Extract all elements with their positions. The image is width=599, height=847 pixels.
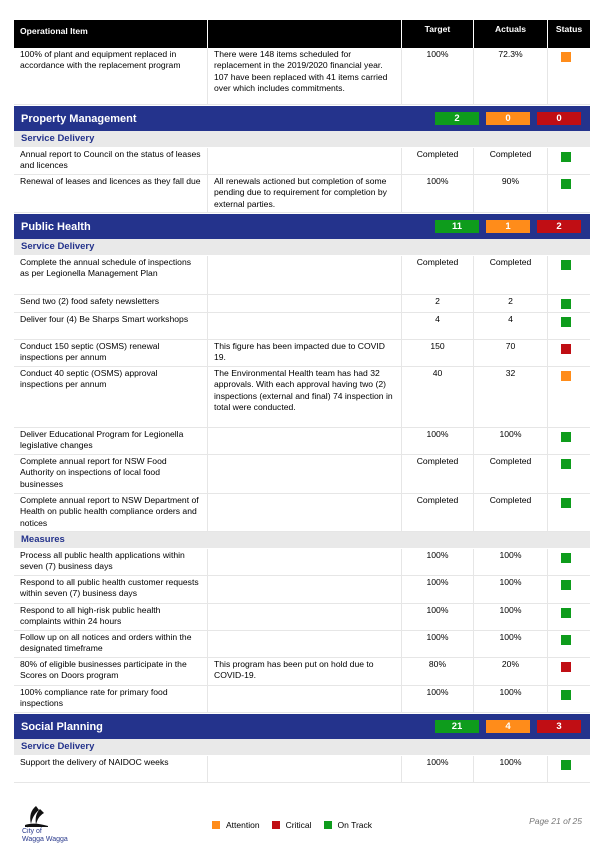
actual-cell: Completed: [474, 148, 548, 174]
status-cell: [548, 428, 590, 454]
target-cell: 40: [402, 367, 474, 427]
attention-count-badge: 0: [486, 112, 530, 125]
status-cell: [548, 686, 590, 712]
comment-cell: The Environmental Health team has had 32 approvals. With each approval having two (2) inspections (external and final) 74 inspection in total were conducted.: [208, 367, 402, 427]
operational-item-cell: Process all public health applications within seven (7) business days: [14, 549, 208, 575]
status-cell: [548, 340, 590, 366]
operational-item-cell: 100% compliance rate for primary food inspections: [14, 686, 208, 712]
actual-cell: 100%: [474, 686, 548, 712]
status-ontrack-indicator: [561, 580, 571, 590]
operational-item-cell: Deliver four (4) Be Sharps Smart workshops: [14, 313, 208, 339]
status-attention-indicator: [561, 371, 571, 381]
operational-item-cell: Send two (2) food safety newsletters: [14, 295, 208, 312]
status-cell: [548, 256, 590, 294]
target-cell: 100%: [402, 756, 474, 782]
section-header: [14, 214, 590, 239]
table-row: [14, 549, 590, 576]
actual-cell: 4: [474, 313, 548, 339]
comment-cell: This program has been put on hold due to COVID-19.: [208, 658, 402, 685]
status-critical-indicator: [561, 662, 571, 672]
logo-text-city-of: City of: [22, 828, 42, 835]
comment-cell: There were 148 items scheduled for replacement in the 2019/2020 financial year. 107 have been replaced with 41 items carried over which includes commitments.: [208, 48, 402, 104]
logo-text-wagga-wagga: Wagga Wagga: [22, 836, 68, 843]
comment-cell: [208, 756, 402, 782]
table-row: [14, 367, 590, 428]
operational-item-cell: Follow up on all notices and orders within the designated timeframe: [14, 631, 208, 657]
operational-item-cell: 100% of plant and equipment replaced in accordance with the replacement program: [14, 48, 208, 104]
actual-cell: Completed: [474, 455, 548, 493]
target-cell: 2: [402, 295, 474, 312]
operational-item-cell: Complete annual report for NSW Food Authority on inspections of local food businesses: [14, 455, 208, 493]
section-title: Social Planning: [21, 720, 103, 733]
target-cell: Completed: [402, 455, 474, 493]
comment-cell: [208, 576, 402, 603]
status-critical-indicator: [561, 344, 571, 354]
actual-cell: 100%: [474, 549, 548, 575]
comment-cell: [208, 549, 402, 575]
table-row: [14, 686, 590, 713]
status-cell: [548, 295, 590, 312]
legend-ontrack-label: On Track: [337, 820, 373, 830]
attention-count-badge: 4: [486, 720, 530, 733]
table-row: [14, 604, 590, 631]
table-row: [14, 175, 590, 213]
status-legend: [212, 820, 384, 830]
on-track-count-badge: 21: [435, 720, 479, 733]
column-header-comment: [208, 20, 402, 48]
actual-cell: Completed: [474, 494, 548, 531]
target-cell: 100%: [402, 631, 474, 657]
actual-cell: 32: [474, 367, 548, 427]
table-body: [14, 48, 590, 783]
status-attention-indicator: [561, 52, 571, 62]
legend-critical-label: Critical: [285, 820, 312, 830]
actual-cell: 20%: [474, 658, 548, 685]
comment-cell: [208, 148, 402, 174]
actual-cell: Completed: [474, 256, 548, 294]
table-row: [14, 295, 590, 313]
operational-item-cell: Support the delivery of NAIDOC weeks: [14, 756, 208, 782]
actual-cell: 100%: [474, 576, 548, 603]
table-row: [14, 48, 590, 105]
target-cell: 150: [402, 340, 474, 366]
operational-item-cell: Renewal of leases and licences as they fall due: [14, 175, 208, 212]
table-row: [14, 148, 590, 175]
section-title: Public Health: [21, 220, 91, 233]
status-cell: [548, 549, 590, 575]
operational-item-cell: Annual report to Council on the status of leases and licences: [14, 148, 208, 174]
status-ontrack-indicator: [561, 760, 571, 770]
actual-cell: 100%: [474, 604, 548, 630]
actual-cell: 90%: [474, 175, 548, 212]
target-cell: 100%: [402, 549, 474, 575]
status-cell: [548, 148, 590, 174]
status-ontrack-indicator: [561, 317, 571, 327]
table-row: [14, 576, 590, 604]
comment-cell: [208, 494, 402, 531]
table-row: [14, 756, 590, 783]
column-header-status: Status: [555, 24, 583, 34]
logo-emblem-icon: [22, 804, 52, 828]
operational-item-cell: Conduct 40 septic (OSMS) approval inspections per annum: [14, 367, 208, 427]
comment-cell: This figure has been impacted due to COVID 19.: [208, 340, 402, 366]
column-header-operational-item: Operational Item: [14, 20, 208, 48]
comment-cell: [208, 604, 402, 630]
operational-item-cell: Deliver Educational Program for Legionella legislative changes: [14, 428, 208, 454]
status-ontrack-indicator: [561, 498, 571, 508]
legend-attention-label: Attention: [226, 820, 260, 830]
status-ontrack-indicator: [561, 260, 571, 270]
actual-cell: 100%: [474, 428, 548, 454]
status-ontrack-indicator: [561, 635, 571, 645]
operational-item-cell: 80% of eligible businesses participate in the Scores on Doors program: [14, 658, 208, 685]
comment-cell: [208, 428, 402, 454]
legend-ontrack-swatch: [324, 821, 332, 829]
critical-count-badge: 2: [537, 220, 581, 233]
status-ontrack-indicator: [561, 553, 571, 563]
actual-cell: 2: [474, 295, 548, 312]
status-ontrack-indicator: [561, 432, 571, 442]
subsection-header: Measures: [14, 532, 590, 549]
status-ontrack-indicator: [561, 459, 571, 469]
table-row: [14, 313, 590, 340]
target-cell: 100%: [402, 175, 474, 212]
actual-cell: 70: [474, 340, 548, 366]
subsection-header: Service Delivery: [14, 239, 590, 256]
on-track-count-badge: 11: [435, 220, 479, 233]
status-cell: [548, 48, 590, 104]
comment-cell: [208, 455, 402, 493]
city-of-wagga-wagga-logo: [22, 804, 92, 842]
table-row: [14, 658, 590, 686]
status-ontrack-indicator: [561, 690, 571, 700]
comment-cell: All renewals actioned but completion of some pending due to requirement for completion by external parties.: [208, 175, 402, 212]
legend-critical-swatch: [272, 821, 280, 829]
status-cell: [548, 367, 590, 427]
status-cell: [548, 756, 590, 782]
operational-item-cell: Complete the annual schedule of inspections as per Legionella Management Plan: [14, 256, 208, 294]
actual-cell: 72.3%: [474, 48, 548, 104]
actual-cell: 100%: [474, 631, 548, 657]
section-header: [14, 106, 590, 131]
target-cell: 100%: [402, 604, 474, 630]
section-header: [14, 714, 590, 739]
target-cell: Completed: [402, 148, 474, 174]
table-row: [14, 340, 590, 367]
subsection-header: Service Delivery: [14, 739, 590, 756]
legend-attention-swatch: [212, 821, 220, 829]
status-ontrack-indicator: [561, 299, 571, 309]
operational-item-cell: Conduct 150 septic (OSMS) renewal inspections per annum: [14, 340, 208, 366]
target-cell: 100%: [402, 576, 474, 603]
status-cell: [548, 175, 590, 212]
comment-cell: [208, 256, 402, 294]
subsection-header: Service Delivery: [14, 131, 590, 148]
target-cell: Completed: [402, 494, 474, 531]
target-cell: 100%: [402, 428, 474, 454]
target-cell: Completed: [402, 256, 474, 294]
on-track-count-badge: 2: [435, 112, 479, 125]
status-cell: [548, 313, 590, 339]
status-ontrack-indicator: [561, 179, 571, 189]
table-row: [14, 256, 590, 295]
target-cell: 80%: [402, 658, 474, 685]
target-cell: 100%: [402, 48, 474, 104]
status-ontrack-indicator: [561, 608, 571, 618]
comment-cell: [208, 313, 402, 339]
status-ontrack-indicator: [561, 152, 571, 162]
operational-plan-table: [14, 20, 590, 783]
comment-cell: [208, 631, 402, 657]
attention-count-badge: 1: [486, 220, 530, 233]
page-footer: [0, 800, 599, 847]
critical-count-badge: 0: [537, 112, 581, 125]
section-title: Property Management: [21, 112, 137, 125]
operational-item-cell: Respond to all high-risk public health complaints within 24 hours: [14, 604, 208, 630]
comment-cell: [208, 295, 402, 312]
operational-item-cell: Complete annual report to NSW Department of Health on public health compliance orders and notices: [14, 494, 208, 531]
comment-cell: [208, 686, 402, 712]
page-number: Page 21 of 25: [529, 816, 582, 826]
table-row: [14, 494, 590, 532]
table-header: [14, 20, 590, 48]
critical-count-badge: 3: [537, 720, 581, 733]
target-cell: 100%: [402, 686, 474, 712]
actual-cell: 100%: [474, 756, 548, 782]
table-row: [14, 631, 590, 658]
column-header-target: Target: [402, 20, 474, 48]
status-cell: [548, 576, 590, 603]
status-cell: [548, 455, 590, 493]
status-cell: [548, 494, 590, 531]
operational-item-cell: Respond to all public health customer requests within seven (7) business days: [14, 576, 208, 603]
target-cell: 4: [402, 313, 474, 339]
status-cell: [548, 631, 590, 657]
table-row: [14, 428, 590, 455]
status-cell: [548, 658, 590, 685]
column-header-actuals: Actuals: [474, 20, 548, 48]
status-cell: [548, 604, 590, 630]
table-row: [14, 455, 590, 494]
